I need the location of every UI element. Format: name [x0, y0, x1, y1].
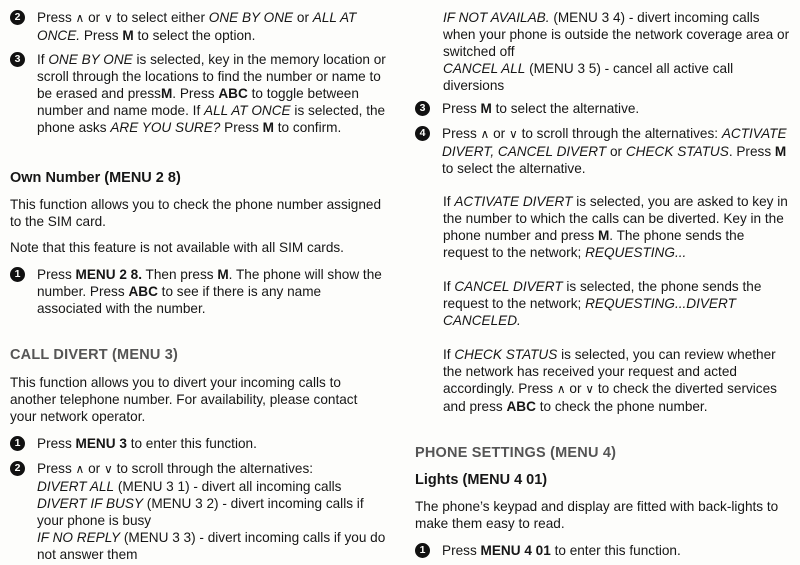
lights-step-1: 1 Press MENU 4 01 to enter this function.	[415, 542, 792, 559]
own-number-heading: Own Number (MENU 2 8)	[10, 170, 181, 186]
option-if-not-available: IF NOT AVAILAB. (MENU 3 4) - divert incoming calls when your phone is outside the network coverage area or switched off	[443, 10, 790, 59]
step-number: 2	[10, 461, 25, 476]
step-2-select-erase-mode: 2 Press ∧ or ∨ to select either ONE BY ONE or ALL AT ONCE. Press M to select the option.	[10, 9, 387, 44]
option-divert-if-busy: DIVERT IF BUSY (MENU 3 2) - divert incoming calls if your phone is busy	[37, 496, 364, 528]
own-number-step-1: 1 Press MENU 2 8. Then press M. The phone will show the number. Press ABC to see if there is any name associated with the number.	[10, 266, 387, 317]
up-arrow-key-icon: ∧	[480, 127, 490, 141]
option-cancel-all: CANCEL ALL (MENU 3 5) - cancel all active call diversions	[443, 61, 734, 93]
own-number-description: This function allows you to check the phone number assigned to the SIM card.	[10, 197, 382, 229]
call-divert-step-4: 4 Press ∧ or ∨ to scroll through the alternatives: ACTIVATE DIVERT, CANCEL DIVERT or CHECK STATUS. Press M to select the alternative.	[415, 125, 792, 177]
call-divert-description: This function allows you to divert your incoming calls to another telephone number. For availability, please contact your network operator.	[10, 375, 358, 424]
cancel-divert-info: If CANCEL DIVERT is selected, the phone sends the request to the network; REQUESTING...DIVERT CANCELED.	[443, 279, 762, 328]
step-number: 3	[415, 101, 430, 116]
step-number: 2	[10, 10, 25, 25]
step-3-erase-entry: 3 If ONE BY ONE is selected, key in the memory location or scroll through the locations to find the number or name to be erased and pressM. Press ABC to toggle between number and name mode. If ALL AT ONCE is selected, the phone asks ARE YOU SURE? Press M to confirm.	[10, 51, 387, 136]
step-number: 1	[10, 436, 25, 451]
up-arrow-key-icon: ∧	[75, 11, 85, 25]
check-status-info: If CHECK STATUS is selected, you can review whether the network has received your request and acted accordingly. Press ∧ or ∨ to check the diverted services and press ABC to check the phone number.	[443, 347, 777, 414]
call-divert-step-2: 2 Press ∧ or ∨ to scroll through the alternatives: DIVERT ALL (MENU 3 1) - divert all incoming calls DIVERT IF BUSY (MENU 3 2) - divert incoming calls if your phone is busy IF NO REPLY (MENU 3 3) - divert incoming calls if you do not answer them	[10, 460, 387, 563]
lights-heading: Lights (MENU 4 01)	[415, 472, 548, 488]
down-arrow-key-icon: ∨	[103, 462, 113, 476]
activate-divert-info: If ACTIVATE DIVERT is selected, you are asked to key in the number to which the calls can be diverted. Key in the phone number and press M. The phone sends the request to the network; REQUESTING...	[443, 194, 788, 260]
step-number: 1	[415, 543, 430, 558]
step-number: 1	[10, 267, 25, 282]
step-number: 3	[10, 52, 25, 67]
up-arrow-key-icon: ∧	[75, 462, 85, 476]
own-number-note: Note that this feature is not available with all SIM cards.	[10, 240, 344, 255]
option-divert-all: DIVERT ALL (MENU 3 1) - divert all incoming calls	[37, 479, 342, 494]
call-divert-heading: CALL DIVERT (MENU 3)	[10, 347, 179, 363]
call-divert-step-1: 1 Press MENU 3 to enter this function.	[10, 435, 387, 452]
lights-description: The phone’s keypad and display are fitted with back-lights to make them easy to read.	[415, 499, 779, 531]
down-arrow-key-icon: ∨	[585, 382, 595, 396]
call-divert-step-3: 3 Press M to select the alternative.	[415, 100, 792, 117]
down-arrow-key-icon: ∨	[103, 11, 113, 25]
option-if-no-reply: IF NO REPLY (MENU 3 3) - divert incoming calls if you do not answer them	[37, 530, 386, 562]
phone-settings-heading: PHONE SETTINGS (MENU 4)	[415, 445, 617, 461]
down-arrow-key-icon: ∨	[508, 127, 518, 141]
up-arrow-key-icon: ∧	[556, 382, 566, 396]
step-number: 4	[415, 126, 430, 141]
